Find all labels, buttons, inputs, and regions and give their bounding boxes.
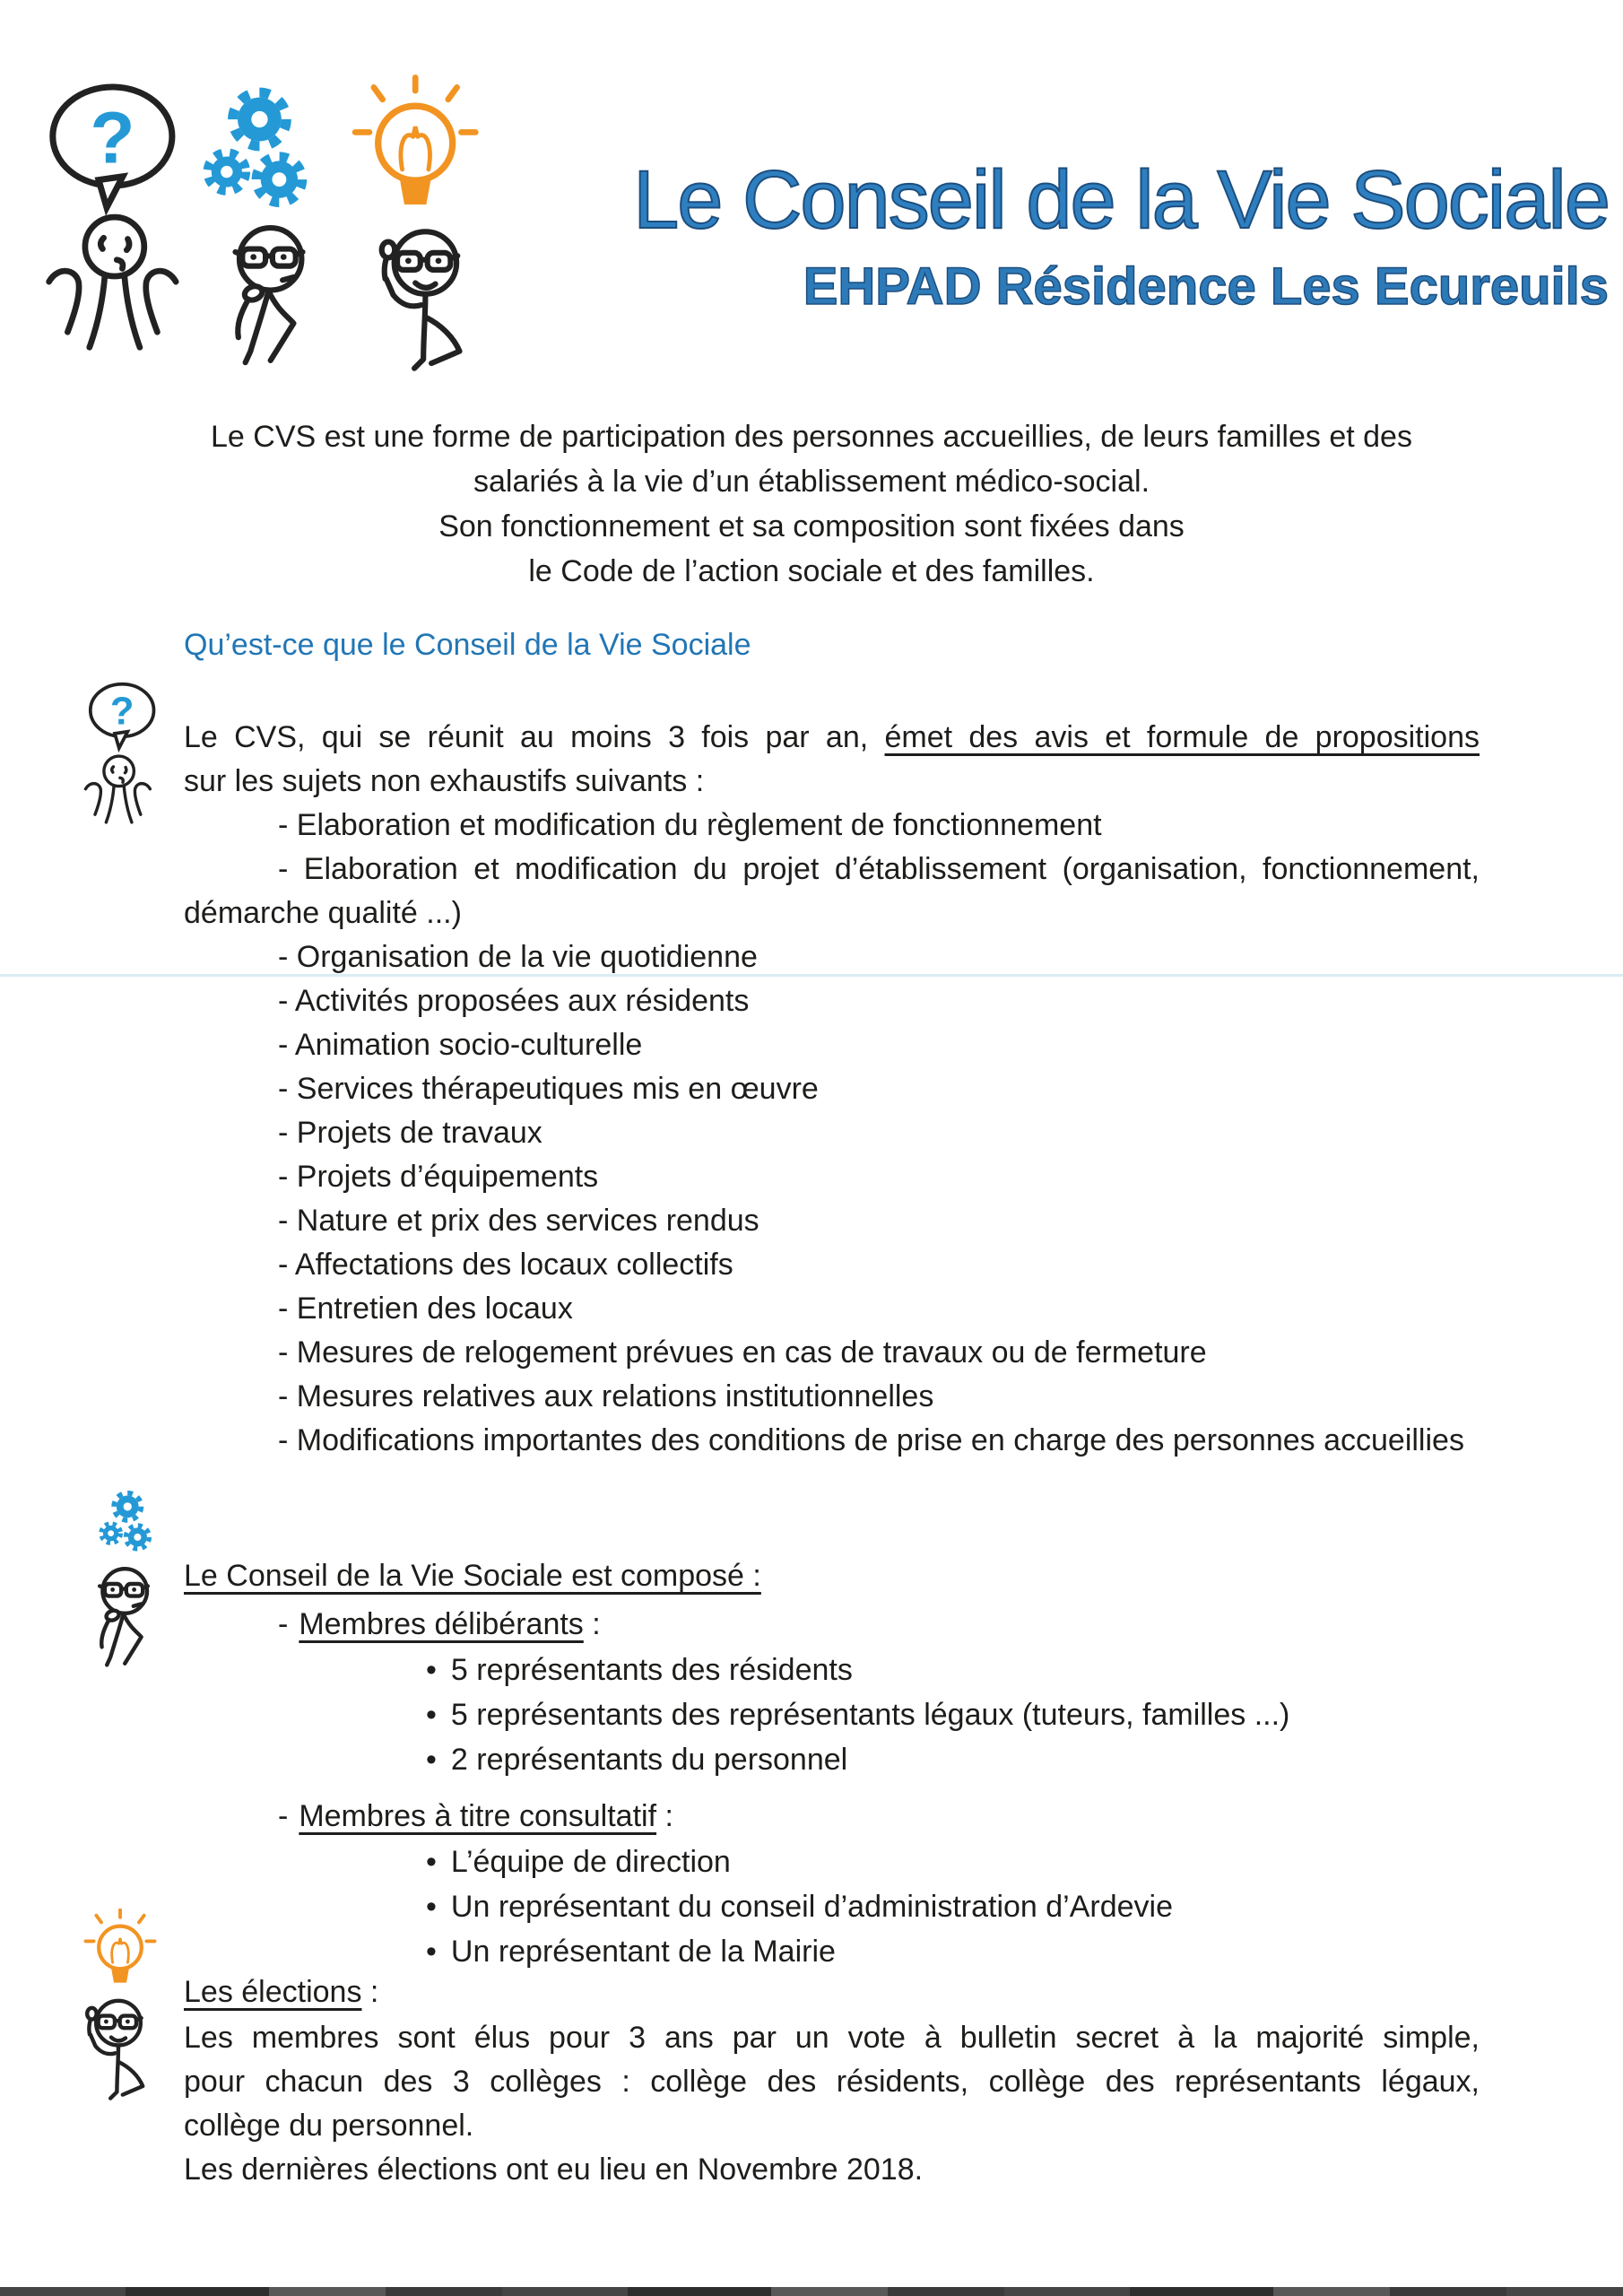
topic-item: - Modifications importantes des conditions de prise en charge des personnes accueillies: [278, 1423, 1464, 1457]
underlined-text-segment: émet des avis et formule de propositions: [884, 720, 1480, 754]
text-segment: Le CVS, qui se réunit au moins 3 fois par an,: [184, 720, 885, 754]
bullet-marker: •: [426, 1845, 437, 1879]
topic-item: - Affectations des locaux collectifs: [278, 1248, 733, 1282]
member-text: 5 représentants des résidents: [450, 1653, 853, 1687]
dash-marker: -: [278, 1607, 289, 1641]
scan-artifact-line: [0, 974, 1623, 977]
scan-edge-strip: [0, 2287, 1623, 2296]
question-mark-speech-bubble-icon: [53, 87, 172, 207]
member-text: L’équipe de direction: [450, 1845, 731, 1879]
dash-marker: -: [278, 1799, 289, 1833]
intro-line: Le CVS est une forme de participation des personnes accueillies, de leurs familles et des: [211, 420, 1412, 454]
topic-item: - Mesures de relogement prévues en cas de travaux ou de fermeture: [278, 1335, 1207, 1370]
lightbulb-icon: [86, 1909, 155, 1982]
shrugging-figure: [49, 217, 177, 347]
list-item: [184, 1884, 1480, 1929]
lightbulb-icon: [355, 77, 475, 204]
topic-item: - Activités proposées aux résidents: [278, 984, 750, 1018]
paragraph-line: Les membres sont élus pour 3 ans par un vote à bulletin secret à la majorité simple,: [184, 2021, 1480, 2055]
topic-item: - Projets de travaux: [278, 1116, 542, 1150]
section-heading-what: Qu’est-ce que le Conseil de la Vie Sociale: [184, 628, 751, 662]
question-mark-speech-bubble-icon: [91, 684, 154, 748]
bullet-marker: •: [426, 1890, 437, 1924]
shrugging-figure: [85, 756, 150, 822]
topic-item: - Mesures relatives aux relations institutionnelles: [278, 1379, 934, 1413]
composition-groups: [184, 1601, 1480, 1974]
paragraph-line: Les dernières élections ont eu lieu en Novembre 2018.: [184, 2152, 924, 2187]
title-block: [633, 154, 1609, 317]
heading-text: Les élections: [184, 1975, 362, 2009]
member-text: 5 représentants des représentants légaux (tuteurs, familles ...): [450, 1698, 1290, 1732]
member-text: Un représentant du conseil d’administration d’Ardevie: [450, 1890, 1174, 1924]
bullet-marker: •: [426, 1653, 437, 1687]
lightbulb-pointing-figure-icon: [54, 1909, 166, 2104]
paragraph-line: [184, 716, 1480, 760]
gears-icon: [101, 1493, 150, 1549]
topic-item: - Projets d’équipements: [278, 1160, 599, 1194]
list-item: [184, 1737, 1480, 1782]
thinking-figure: [100, 1569, 148, 1665]
bullet-marker: •: [426, 1698, 437, 1732]
member-text: 2 représentants du personnel: [450, 1743, 848, 1777]
list-item: [184, 1692, 1480, 1737]
topic-item: - Organisation de la vie quotidienne: [278, 940, 758, 974]
group-label-colon: :: [656, 1799, 673, 1833]
intro-paragraph: [0, 414, 1623, 594]
member-list: [184, 1648, 1480, 1782]
member-text: Un représentant de la Mairie: [450, 1935, 836, 1969]
elections-paragraph: [184, 2016, 1480, 2192]
member-group-label: [184, 1601, 1480, 1648]
pointing-figure: [87, 2001, 143, 2099]
document-subtitle: EHPAD Résidence Les Ecureuils: [803, 257, 1609, 317]
thinking-figure: [235, 228, 302, 362]
topic-item: - Animation socio-culturelle: [278, 1028, 643, 1062]
heading-colon: :: [361, 1975, 379, 2009]
group-label-text: Membres à titre consultatif: [299, 1799, 657, 1833]
paragraph-line: collège du personnel.: [184, 2109, 474, 2143]
section-heading-composition: Le Conseil de la Vie Sociale est composé :: [184, 1559, 761, 1593]
gears-icon: [207, 92, 302, 203]
list-item: [184, 1929, 1480, 1974]
document-title: Le Conseil de la Vie Sociale: [633, 154, 1609, 246]
pointing-figure: [382, 231, 460, 368]
group-label-text: Membres délibérants: [299, 1607, 584, 1641]
member-group-label: [184, 1793, 1480, 1839]
topics-list: [184, 804, 1480, 1463]
topic-item: - Elaboration et modification du projet d’établissement (organisation, fonctionnement, démarche qualité ...): [184, 852, 1480, 930]
paragraph-line: sur les sujets non exhaustifs suivants :: [184, 764, 705, 798]
section-what-paragraph: [184, 716, 1480, 804]
intro-line: Son fonctionnement et sa composition sont fixées dans: [438, 509, 1185, 544]
topic-item: - Elaboration et modification du règlement de fonctionnement: [278, 808, 1102, 842]
intro-line: le Code de l’action sociale et des familles.: [528, 554, 1095, 588]
list-item: [184, 1839, 1480, 1884]
bullet-marker: •: [426, 1743, 437, 1777]
header-illustration: [25, 74, 496, 374]
bullet-marker: •: [426, 1935, 437, 1969]
section-heading-elections: [184, 1975, 378, 2010]
member-list: [184, 1839, 1480, 1974]
topic-item: - Nature et prix des services rendus: [278, 1204, 759, 1238]
intro-line: salariés à la vie d’un établissement médico-social.: [473, 465, 1150, 499]
list-item: [184, 1648, 1480, 1692]
question-figure-icon: [72, 680, 172, 846]
gears-thinking-figure-icon: [72, 1489, 169, 1673]
paragraph-line: pour chacun des 3 collèges : collège des résidents, collège des représentants légaux,: [184, 2065, 1480, 2099]
topic-item: - Entretien des locaux: [278, 1292, 573, 1326]
group-label-colon: :: [583, 1607, 601, 1641]
topic-item: - Services thérapeutiques mis en œuvre: [278, 1072, 819, 1106]
